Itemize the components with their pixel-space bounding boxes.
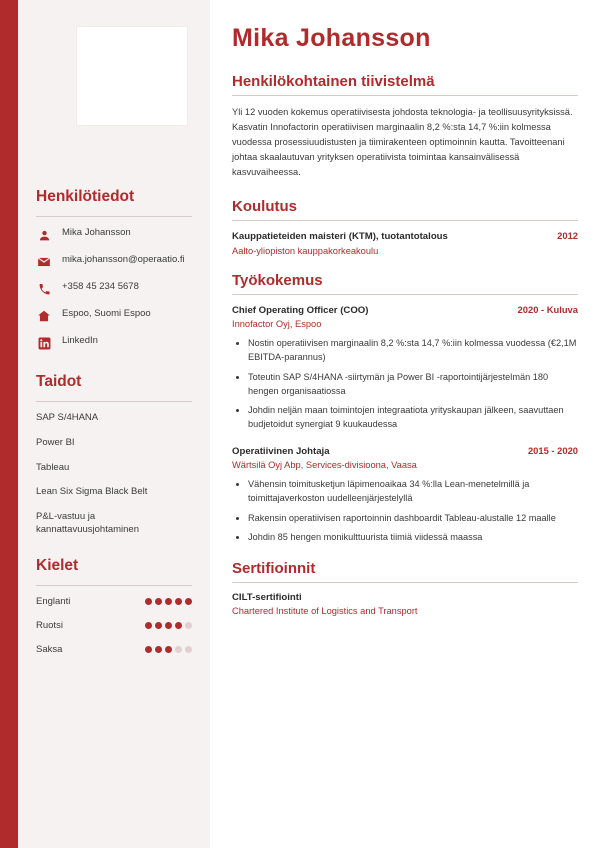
contact-value: +358 45 234 5678 bbox=[62, 281, 139, 292]
linkedin-icon bbox=[36, 335, 52, 351]
person-icon bbox=[36, 227, 52, 243]
job-bullet: • Rakensin operatiivisen raportoinnin dashboardit Tableau-alustalle 12 maalle bbox=[248, 511, 578, 525]
skill-item: Power BI bbox=[36, 436, 75, 448]
contact-item-name bbox=[36, 227, 192, 243]
home-icon bbox=[36, 308, 52, 324]
summary-text: Yli 12 vuoden kokemus operatiivisesta johdosta teknologia- ja teollisuusyrityksissä. Kasvatin Innofactorin operatiivisen marginaalin 8,2 %:sta 14,7 %:iin kolmessa vuodessa prosessiuudistusten ja tiimirakenteen optimoinnin kautta. Tavoitteenani johtaa skaalautuvan yrityksen operatiivista toimintaa kansainvälisessä kasvuvaiheessa. bbox=[232, 107, 573, 178]
education-item bbox=[232, 230, 578, 255]
certification-org: Chartered Institute of Logistics and Transport bbox=[232, 606, 418, 616]
contact-item-email[interactable] bbox=[36, 254, 192, 270]
job-title: Chief Operating Officer (COO) bbox=[232, 304, 369, 316]
language-name: Ruotsi bbox=[36, 619, 63, 631]
contact-item-location bbox=[36, 308, 192, 324]
job-bullet: • Toteutin SAP S/4HANA -siirtymän ja Power BI -raportointijärjestelmän 180 hengen organisaatiossa bbox=[248, 370, 578, 399]
job-bullet: • Johdin neljän maan toimintojen integraatiota yrityskaupan jälkeen, saavuttaen budjetoidut synergiat 9 kuukaudessa bbox=[248, 403, 578, 432]
language-name: Englanti bbox=[36, 595, 71, 607]
certification-name: CILT-sertifiointi bbox=[232, 592, 302, 603]
experience-heading: Työkokemus bbox=[232, 271, 323, 289]
sidebar-languages-heading: Kielet bbox=[36, 556, 79, 574]
contact-item-phone bbox=[36, 281, 192, 297]
experience-item bbox=[232, 445, 578, 544]
certifications-heading: Sertifioinnit bbox=[232, 560, 316, 577]
language-row bbox=[36, 596, 192, 607]
accent-bar bbox=[0, 0, 18, 848]
language-level-dots bbox=[145, 622, 192, 629]
contact-value: Mika Johansson bbox=[62, 227, 131, 238]
job-bullets bbox=[232, 336, 578, 432]
experience-item bbox=[232, 304, 578, 432]
language-row bbox=[36, 644, 192, 655]
sidebar bbox=[18, 0, 210, 848]
education-heading: Koulutus bbox=[232, 198, 297, 216]
divider bbox=[232, 220, 578, 221]
language-row bbox=[36, 620, 192, 631]
main-content bbox=[210, 0, 600, 848]
skill-item: Lean Six Sigma Black Belt bbox=[36, 486, 148, 498]
summary-heading: Henkilökohtainen tiivistelmä bbox=[232, 73, 435, 90]
sidebar-personal-heading: Henkilötiedot bbox=[36, 188, 135, 205]
language-level-dots bbox=[145, 598, 192, 605]
job-period: 2015 - 2020 bbox=[527, 444, 578, 456]
divider bbox=[232, 582, 578, 583]
language-level-dots bbox=[145, 646, 192, 653]
divider bbox=[36, 216, 192, 217]
job-bullet: • Nostin operatiivisen marginaalin 8,2 %:sta 14,7 %:iin kolmessa vuodessa (€2,1M EBITDA-parannus) bbox=[248, 336, 578, 365]
job-title: Operatiivinen Johtaja bbox=[232, 445, 330, 457]
divider bbox=[36, 585, 192, 586]
profile-photo bbox=[76, 26, 188, 126]
envelope-icon bbox=[36, 254, 52, 270]
contact-value: Espoo, Suomi Espoo bbox=[62, 308, 151, 319]
divider bbox=[232, 95, 578, 96]
page-title: Mika Johansson bbox=[232, 24, 431, 52]
phone-icon bbox=[36, 281, 52, 297]
contact-value: mika.johansson@operaatio.fi bbox=[62, 254, 185, 265]
education-school: Aalto-yliopiston kauppakorkeakoulu bbox=[232, 245, 379, 256]
job-company: Innofactor Oyj, Espoo bbox=[232, 319, 322, 330]
certification-item bbox=[232, 592, 578, 616]
job-bullet: • Johdin 85 hengen monikulttuurista tiimiä viidessä maassa bbox=[248, 530, 578, 544]
job-period: 2020 - Kuluva bbox=[517, 303, 578, 315]
language-name: Saksa bbox=[36, 643, 63, 655]
contact-item-linkedin[interactable] bbox=[36, 335, 192, 351]
divider bbox=[36, 401, 192, 402]
skill-item: P&L-vastuu ja kannattavuusjohtaminen bbox=[36, 511, 139, 536]
skill-item: Tableau bbox=[36, 461, 70, 473]
job-bullet: • Vähensin toimitusketjun läpimenoaikaa 34 %:lla Lean-menetelmillä ja toimittajaverkoston uudelleenjärjestelyllä bbox=[248, 477, 578, 506]
sidebar-skills-heading: Taidot bbox=[36, 373, 82, 390]
education-year: 2012 bbox=[557, 230, 578, 242]
job-bullets bbox=[232, 477, 578, 544]
education-degree: Kauppatieteiden maisteri (KTM), tuotantotalous bbox=[232, 231, 448, 243]
divider bbox=[232, 294, 578, 295]
skill-item: SAP S/4HANA bbox=[36, 412, 99, 423]
contact-value: LinkedIn bbox=[62, 335, 98, 346]
job-company: Wärtsilä Oyj Abp, Services-divisioona, Vaasa bbox=[232, 460, 417, 470]
